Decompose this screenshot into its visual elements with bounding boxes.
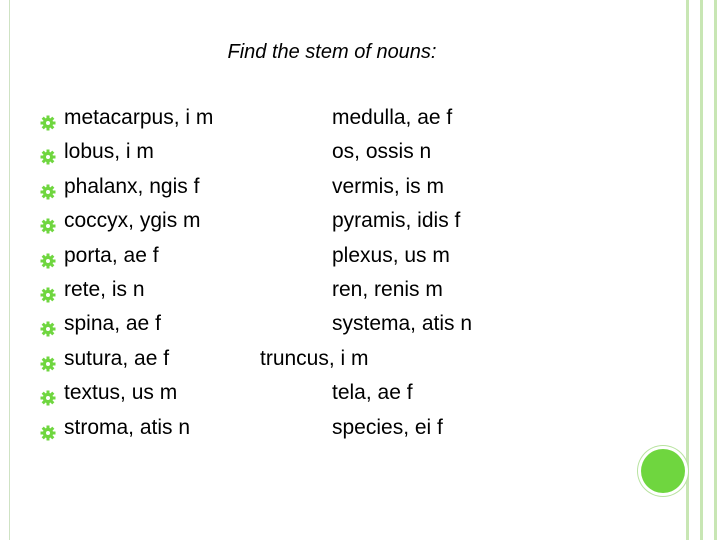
right-noun: medulla, ae f (332, 106, 453, 129)
gear-icon (40, 253, 56, 269)
right-noun: systema, atis n (332, 312, 473, 336)
slide-frame-left (0, 0, 10, 540)
left-noun: textus, us m (64, 381, 178, 405)
gear-icon (40, 390, 56, 406)
right-noun: plexus, us m (332, 243, 450, 267)
left-noun: spina, ae f (64, 312, 161, 336)
left-noun: lobus, i m (64, 140, 154, 164)
right-noun: pyramis, idis f (332, 209, 461, 233)
left-noun: rete, is n (64, 277, 145, 301)
left-noun: phalanx, ngis f (64, 174, 200, 198)
slide-frame-right (686, 0, 720, 540)
right-noun: vermis, is m (332, 174, 444, 198)
right-noun: os, ossis n (332, 140, 432, 164)
gear-icon (40, 115, 56, 131)
right-noun: tela, ae f (332, 381, 413, 405)
left-noun: metacarpus, i m (64, 106, 214, 129)
gear-icon (40, 425, 56, 441)
gear-icon (40, 218, 56, 234)
gear-icon (40, 287, 56, 303)
gear-icon (40, 184, 56, 200)
gear-icon (40, 321, 56, 337)
left-noun: porta, ae f (64, 243, 159, 267)
right-noun: truncus, i m (260, 346, 369, 370)
right-noun: ren, renis m (332, 277, 443, 301)
gear-icon (40, 149, 56, 165)
decorative-circle (641, 449, 685, 493)
left-noun: coccyx, ygis m (64, 209, 201, 233)
left-noun: sutura, ae f (64, 346, 170, 370)
slide-title: Find the stem of nouns: (227, 41, 437, 63)
gear-icon (40, 356, 56, 372)
right-noun: species, ei f (332, 415, 443, 439)
left-noun: stroma, atis n (64, 415, 191, 439)
